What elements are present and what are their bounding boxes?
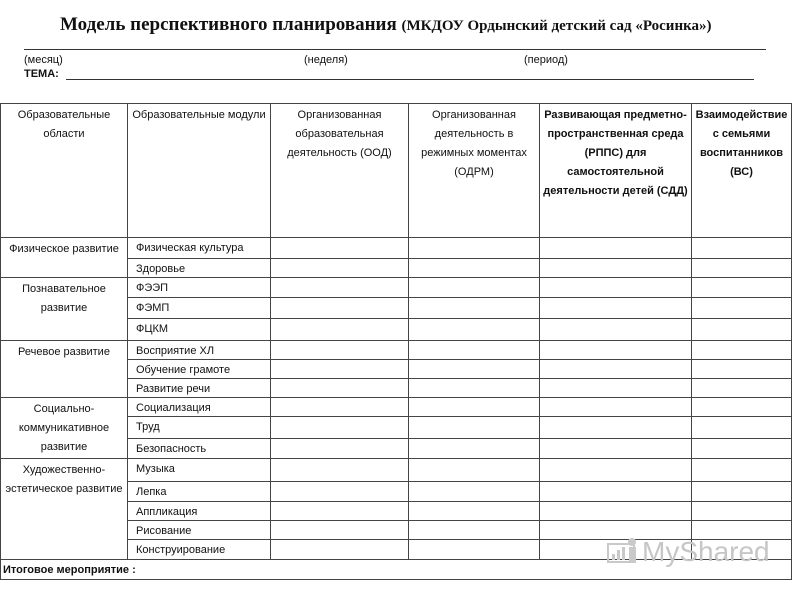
table-row [1, 278, 792, 298]
document-title [60, 14, 712, 36]
module-cell: ФЭЭП [128, 278, 271, 298]
period-label: (период) [524, 54, 568, 66]
odrm-cell[interactable] [409, 298, 540, 319]
rpps-cell[interactable] [540, 238, 692, 259]
module-cell: Лепка [128, 482, 271, 502]
ood-cell[interactable] [271, 521, 409, 540]
ood-cell[interactable] [271, 502, 409, 521]
vs-cell[interactable] [692, 379, 792, 398]
module-cell: Развитие речи [128, 379, 271, 398]
table-row [1, 459, 792, 482]
module-cell: Музыка [128, 459, 271, 482]
vs-cell[interactable] [692, 459, 792, 482]
odrm-cell[interactable] [409, 417, 540, 439]
watermark-text: MyShared [642, 536, 770, 567]
ood-cell[interactable] [271, 298, 409, 319]
ood-cell[interactable] [271, 417, 409, 439]
module-cell: ФЦКМ [128, 319, 271, 341]
title-text: Модель перспективного планирования [60, 14, 397, 35]
ood-cell[interactable] [271, 360, 409, 379]
rpps-cell[interactable] [540, 379, 692, 398]
area-cell: Физическое развитие [1, 238, 128, 278]
organization-name: (МКДОУ Ордынский детский сад «Росинка») [401, 18, 712, 34]
ood-cell[interactable] [271, 259, 409, 278]
table-row [1, 398, 792, 417]
module-cell: Обучение грамоте [128, 360, 271, 379]
odrm-cell[interactable] [409, 521, 540, 540]
ood-cell[interactable] [271, 398, 409, 417]
area-cell: Познавательное развитие [1, 278, 128, 341]
chart-person-icon [606, 536, 640, 568]
month-label: (месяц) [24, 54, 63, 66]
rpps-cell[interactable] [540, 439, 692, 459]
odrm-cell[interactable] [409, 482, 540, 502]
table-header-row [1, 104, 792, 238]
module-cell: Труд [128, 417, 271, 439]
ood-cell[interactable] [271, 278, 409, 298]
odrm-cell[interactable] [409, 341, 540, 360]
area-cell: Художественно-эстетическое развитие [1, 459, 128, 560]
module-cell: Конструирование [128, 540, 271, 560]
rpps-cell[interactable] [540, 278, 692, 298]
underline-tema [66, 79, 754, 80]
area-cell: Речевое развитие [1, 341, 128, 398]
vs-cell[interactable] [692, 502, 792, 521]
module-cell: Рисование [128, 521, 271, 540]
module-cell: Социализация [128, 398, 271, 417]
odrm-cell[interactable] [409, 360, 540, 379]
module-cell: Безопасность [128, 439, 271, 459]
table-row [1, 238, 792, 259]
odrm-cell[interactable] [409, 278, 540, 298]
module-cell: Здоровье [128, 259, 271, 278]
odrm-cell[interactable] [409, 379, 540, 398]
module-cell: Физическая культура [128, 238, 271, 259]
rpps-cell[interactable] [540, 482, 692, 502]
vs-cell[interactable] [692, 398, 792, 417]
odrm-cell[interactable] [409, 459, 540, 482]
header-odrm: Организованная деятельность в режимных моментах (ОДРМ) [409, 104, 540, 238]
rpps-cell[interactable] [540, 298, 692, 319]
odrm-cell[interactable] [409, 259, 540, 278]
odrm-cell[interactable] [409, 502, 540, 521]
vs-cell[interactable] [692, 417, 792, 439]
rpps-cell[interactable] [540, 459, 692, 482]
vs-cell[interactable] [692, 482, 792, 502]
vs-cell[interactable] [692, 360, 792, 379]
header-areas: Образовательные области [1, 104, 128, 238]
odrm-cell[interactable] [409, 540, 540, 560]
ood-cell[interactable] [271, 459, 409, 482]
ood-cell[interactable] [271, 379, 409, 398]
rpps-cell[interactable] [540, 360, 692, 379]
rpps-cell[interactable] [540, 502, 692, 521]
module-cell: Аппликация [128, 502, 271, 521]
odrm-cell[interactable] [409, 319, 540, 341]
odrm-cell[interactable] [409, 398, 540, 417]
header-rpps: Развивающая предметно-пространственная среда (РППС) для самостоятельной деятельности детей (СДД) [540, 104, 692, 238]
area-cell: Социально-коммуникативное развитие [1, 398, 128, 459]
header-modules: Образовательные модули [128, 104, 271, 238]
vs-cell[interactable] [692, 298, 792, 319]
header-vs: Взаимодействие с семьями воспитанников (ВС) [692, 104, 792, 238]
odrm-cell[interactable] [409, 439, 540, 459]
final-event-label: Итоговое мероприятие : [1, 560, 792, 580]
ood-cell[interactable] [271, 482, 409, 502]
ood-cell[interactable] [271, 341, 409, 360]
vs-cell[interactable] [692, 259, 792, 278]
tema-label: ТЕМА: [24, 68, 59, 80]
vs-cell[interactable] [692, 238, 792, 259]
planning-table [0, 103, 792, 580]
vs-cell[interactable] [692, 278, 792, 298]
vs-cell[interactable] [692, 319, 792, 341]
ood-cell[interactable] [271, 439, 409, 459]
rpps-cell[interactable] [540, 319, 692, 341]
vs-cell[interactable] [692, 341, 792, 360]
ood-cell[interactable] [271, 319, 409, 341]
module-cell: ФЭМП [128, 298, 271, 319]
table-row [1, 341, 792, 360]
ood-cell[interactable] [271, 238, 409, 259]
header-ood: Организованная образовательная деятельность (ООД) [271, 104, 409, 238]
odrm-cell[interactable] [409, 238, 540, 259]
rpps-cell[interactable] [540, 259, 692, 278]
module-cell: Восприятие ХЛ [128, 341, 271, 360]
week-label: (неделя) [304, 54, 348, 66]
rpps-cell[interactable] [540, 341, 692, 360]
ood-cell[interactable] [271, 540, 409, 560]
underline-date [24, 49, 766, 50]
rpps-cell[interactable] [540, 398, 692, 417]
vs-cell[interactable] [692, 439, 792, 459]
rpps-cell[interactable] [540, 417, 692, 439]
